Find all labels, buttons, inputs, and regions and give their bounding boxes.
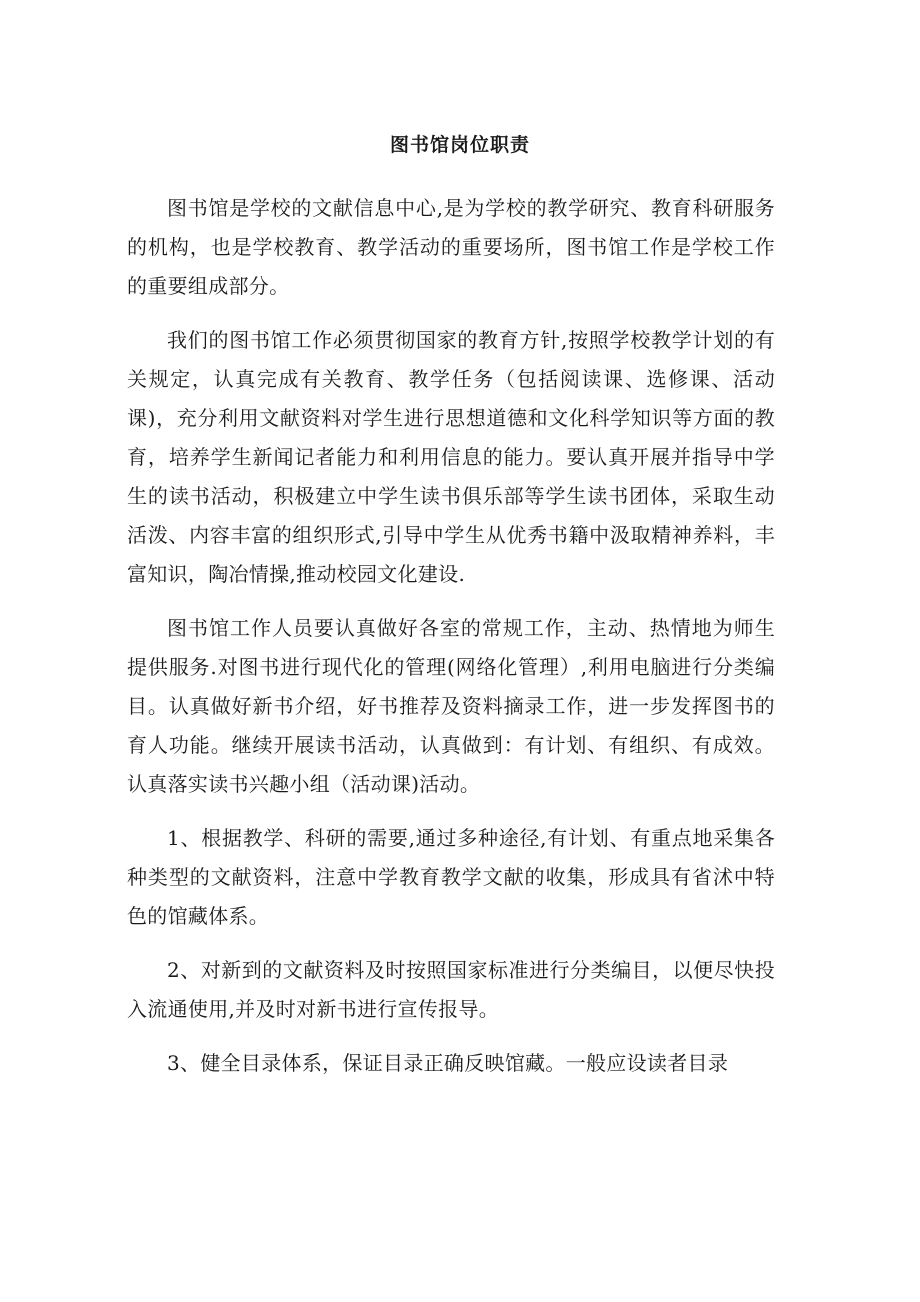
document-body — [127, 189, 775, 1098]
paragraph-item-1: 1、根据教学、科研的需要,通过多种途径,有计划、有重点地采集各种类型的文献资料，注意中学教育教学文献的收集，形成具有省沭中特色的馆藏体系。 — [127, 826, 775, 928]
paragraph-mission: 我们的图书馆工作必须贯彻国家的教育方针,按照学校教学计划的有关规定，认真完成有关教育、教学任务（包括阅读课、选修课、活动课)，充分利用文献资料对学生进行思想道德和文化科学知识等方面的教育，培养学生新闻记者能力和利用信息的能力。要认真开展并指导中学生的读书活动，积极建立中学生读书俱乐部等学生读书团体，采取生动活泼、内容丰富的组织形式,引导中学生从优秀书籍中汲取精神养料，丰富知识，陶冶情操,推动校园文化建设. — [127, 328, 775, 586]
paragraph-intro: 图书馆是学校的文献信息中心,是为学校的教学研究、教育科研服务的机构，也是学校教育、教学活动的重要场所，图书馆工作是学校工作的重要组成部分。 — [127, 196, 775, 298]
paragraph-staff-duties: 图书馆工作人员要认真做好各室的常规工作，主动、热情地为师生提供服务.对图书进行现代化的管理(网络化管理）,利用电脑进行分类编目。认真做好新书介绍，好书推荐及资料摘录工作，进一步发挥图书的育人功能。继续开展读书活动，认真做到：有计划、有组织、有成效。认真落实读书兴趣小组（活动课)活动。 — [127, 616, 775, 796]
page-title: 图书馆岗位职责 — [389, 134, 530, 156]
paragraph-item-2: 2、对新到的文献资料及时按照国家标准进行分类编目，以便尽快投入流通使用,并及时对新书进行宣传报导。 — [127, 958, 775, 1021]
paragraph-item-3: 3、健全目录体系，保证目录正确反映馆藏。一般应设读者目录 — [167, 1051, 729, 1075]
